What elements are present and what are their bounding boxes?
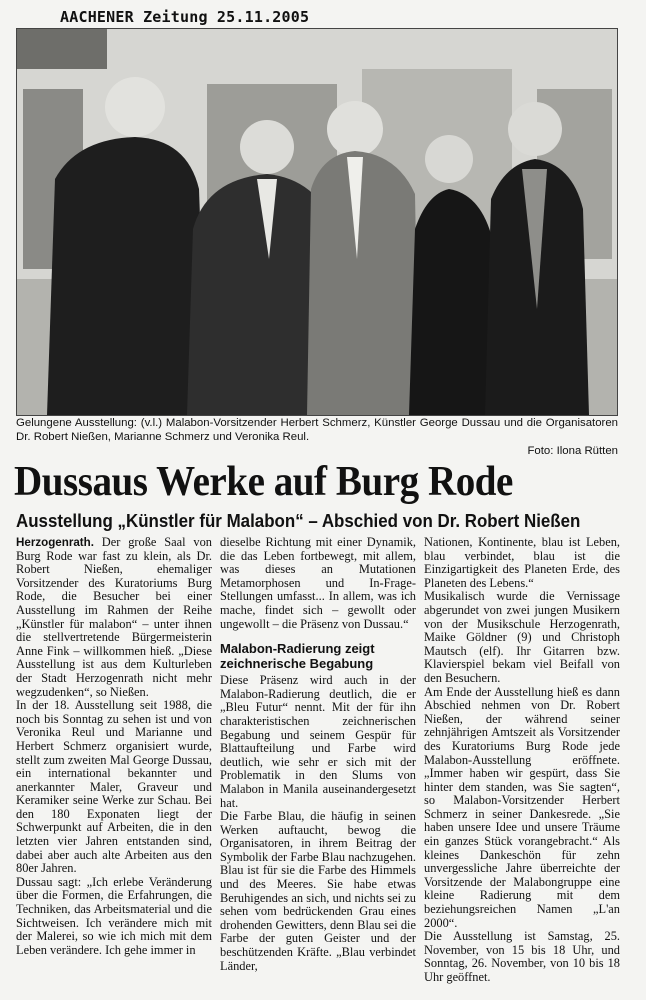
group-photo — [16, 28, 618, 416]
article-paragraph: dieselbe Richtung mit einer Dynamik, die das Leben fortbewegt, mit allem, was dieses an Mutationen Metamorphosen und In-Frage-Stellungen umfasst... In allem, was ich mache, findet sich – gewollt oder ungewollt – die Präsenz von Dussau.“ — [220, 536, 416, 631]
clipping-source-date: AACHENER Zeitung 25.11.2005 — [60, 8, 310, 26]
photo-credit: Foto: Ilona Rütten — [527, 445, 618, 457]
article-paragraph — [16, 536, 212, 699]
photo-caption — [16, 416, 618, 458]
article-headline: Dussaus Werke auf Burg Rode — [14, 459, 513, 505]
article-subheadline: Ausstellung „Künstler für Malabon“ – Abschied von Dr. Robert Nießen — [16, 511, 581, 531]
article-body — [16, 536, 620, 994]
article-paragraph: Nationen, Kontinente, blau ist Leben, blau verbindet, blau ist die Einzigartigkeit des Planeten Erde, des Planeten des Lebens.“ — [424, 536, 620, 590]
article-paragraph: In der 18. Ausstellung seit 1988, die noch bis Sonntag zu sehen ist und von Veronika Reul und Marianne und Herbert Schmerz organisiert wurde, stellt zum zweiten Mal George Dussau, ein international bekannter und anerkannter Maler, Graveur und Keramiker seine Werke zur Schau. Bei den 180 Exponaten liegt der Schwerpunkt auf Arbeiten, die in den letzten vier Jahren entstanden sind, dabei aber auch alte Arbeiten aus den 80er Jahren. — [16, 698, 212, 876]
article-column-2 — [220, 536, 416, 994]
article-paragraph: Am Ende der Ausstellung hieß es dann Abschied nehmen von Dr. Robert Nießen, der während seiner zehnjährigen Amtszeit als Vorsitzender des Kuratoriums Burg Rode jede Malabon-Ausstellung eröffnete. „Immer haben wir gespürt, dass Sie hinter dem standen, was Sie sagten“, so Malabon-Vorsitzender Herbert Schmerz in seiner Dankesrede. „Sie haben unsere Idee und unsere Träume ein ganzes Stück vorangebracht.“ Als kleines Dankeschön für zehn unvergessliche Jahre überreichte der Vorsitzende der Malabongruppe eine kleine Radierung mit dem beziehungsreichen Namen „L'an 2000“. — [424, 684, 620, 930]
article-paragraph: Die Farbe Blau, die häufig in seinen Werken auftaucht, bewog die Organisatoren, in ihrem Beitrag der Symbolik der Farbe Blau nachzugehen. Blau ist für sie die Farbe des Himmels und des Meeres. Sie habe etwas Beruhigendes an sich, und nichts sei zu sehen vom bedrückenden Grau eines drohenden Gewitters, denn Blau sei die Farbe der guten Geister und der beschützenden Kräfte. „Blau verbindet Länder, — [220, 809, 416, 973]
article-column-1 — [16, 536, 212, 994]
article-paragraph: Diese Präsenz wird auch in der Malabon-Radierung deutlich, die er „Bleu Futur“ nennt. Mit der für ihn charakteristischen zeichnerischen Begabung und seinem Gespür für Blattaufteilung und Farbe wird deutlich, wie sehr er sich mit der Problematik in den Slums von Malabon in Manila auseinandergesetzt hat. — [220, 673, 416, 810]
article-paragraph: Dussau sagt: „Ich erlebe Veränderung über die Formen, die Erfahrungen, die Techniken, das Arbeitsmaterial und die Sichtweisen. Ich verändere mich mit der Malerei, so wie ich mich mit dem Leben verändere. Ich gehe immer in — [16, 874, 212, 957]
section-subheading: Malabon-Radierung zeigt zeichnerische Begabung — [220, 641, 375, 672]
article-paragraph: Musikalisch wurde die Vernissage abgerundet von zwei jungen Musikern von der Musikschule Herzogenrath, Maike Göldner (9) und Christoph Mautsch (elf). Ihr Gitarren bzw. Klavierspiel bekam viel Beifall von den Besuchern. — [424, 589, 620, 685]
group-photo-drawing — [17, 29, 617, 415]
dateline: Herzogenrath. — [16, 536, 94, 549]
photo-caption-text: Gelungene Ausstellung: (v.l.) Malabon-Vorsitzender Herbert Schmerz, Künstler George Dussau und die Organisatoren Dr. Robert Nießen, Marianne Schmerz und Veronika Reul. — [16, 417, 618, 443]
article-column-3 — [424, 536, 620, 994]
article-paragraph-text: Der große Saal von Burg Rode war fast zu klein, als Dr. Robert Nießen, ehemaliger Vorsitzender des Kuratoriums Burg Rode, die Besucher bei einer Ausstellung im Rahmen der Reihe „Künstler für malabon“ – unter ihnen die stellvertretende Bürgermeisterin Anne Fink – willkommen hieß. „Diese Ausstellung ist aus dem Kulturleben der Stadt Herzogenrath nicht mehr wegzudenken“, so Nießen. — [16, 536, 212, 699]
article-paragraph: Die Ausstellung ist Samstag, 25. November, von 15 bis 18 Uhr, und Sonntag, 26. November, von 10 bis 18 Uhr geöffnet. — [424, 929, 620, 984]
